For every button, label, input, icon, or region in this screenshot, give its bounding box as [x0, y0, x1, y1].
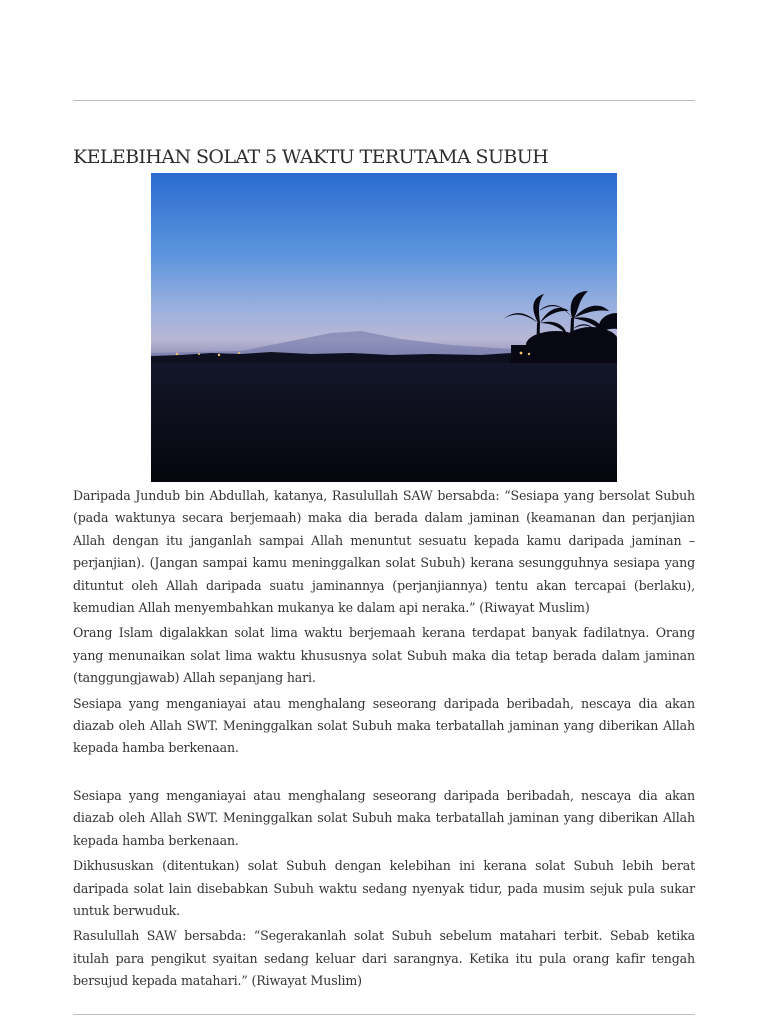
article-body — [73, 485, 695, 996]
paragraph-menganiayai-repeat: Sesiapa yang menganiayai atau menghalang seseorang daripada beribadah, nescaya dia akan diazab oleh Allah SWT. Meninggalkan solat Subuh maka terbatallah jaminan yang diberikan Allah kepada hamba berkenaan. — [73, 787, 695, 848]
dawn-landscape-photo — [151, 173, 617, 482]
sky — [151, 173, 617, 358]
paragraph-jemaah: Orang Islam digalakkan solat lima waktu berjemaah kerana terdapat banyak fadilatnya. Orang yang menunaikan solat lima waktu khususnya solat Subuh maka dia tetap berada dalam jaminan (tanggungjawab) Allah sepanjang hari. — [73, 625, 695, 686]
paragraph-hadith-jundub: Daripada Jundub bin Abdullah, katanya, Rasulullah SAW bersabda: “Sesiapa yang bersolat Subuh (pada waktunya secara berjemaah) maka dia berada dalam jaminan (keamanan dan perjanjian Allah dengan itu janganlah sampai Allah menuntut sesuatu kepada kamu daripada jaminan – perjanjian). (Jangan sampai kamu meninggalkan solat Subuh) kerana sesungguhnya sesiapa yang dituntut oleh Allah daripada suatu jaminannya (perjanjiannya) tentu akan tercapai (berlaku), kemudian Allah menyembahkan mukanya ke dalam api neraka.” (Riwayat Muslim) — [73, 488, 695, 616]
paddy-field — [151, 357, 617, 482]
paragraph-menganiayai: Sesiapa yang menganiayai atau menghalang seseorang daripada beribadah, nescaya dia akan diazab oleh Allah SWT. Meninggalkan solat Subuh maka terbatallah jaminan yang diberikan Allah kepada hamba berkenaan. — [73, 695, 695, 756]
paragraph-segerakanlah: Rasulullah SAW bersabda: “Segerakanlah solat Subuh sebelum matahari terbit. Sebab ketika itulah para pengikut syaitan sedang keluar dari sarangnya. Ketika itu pula orang kafir tengah bersujud kepada matahari.” (Riwayat Muslim) — [73, 928, 695, 989]
top-divider — [73, 100, 695, 101]
bottom-divider — [73, 1014, 695, 1015]
article-title: KELEBIHAN SOLAT 5 WAKTU TERUTAMA SUBUH — [73, 146, 549, 168]
paragraph-dikhususkan: Dikhususkan (ditentukan) solat Subuh dengan kelebihan ini kerana solat Subuh lebih berat daripada solat lain disebabkan Subuh waktu sedang nyenyak tidur, pada musim sejuk pula sukar untuk berwuduk. — [73, 858, 695, 918]
